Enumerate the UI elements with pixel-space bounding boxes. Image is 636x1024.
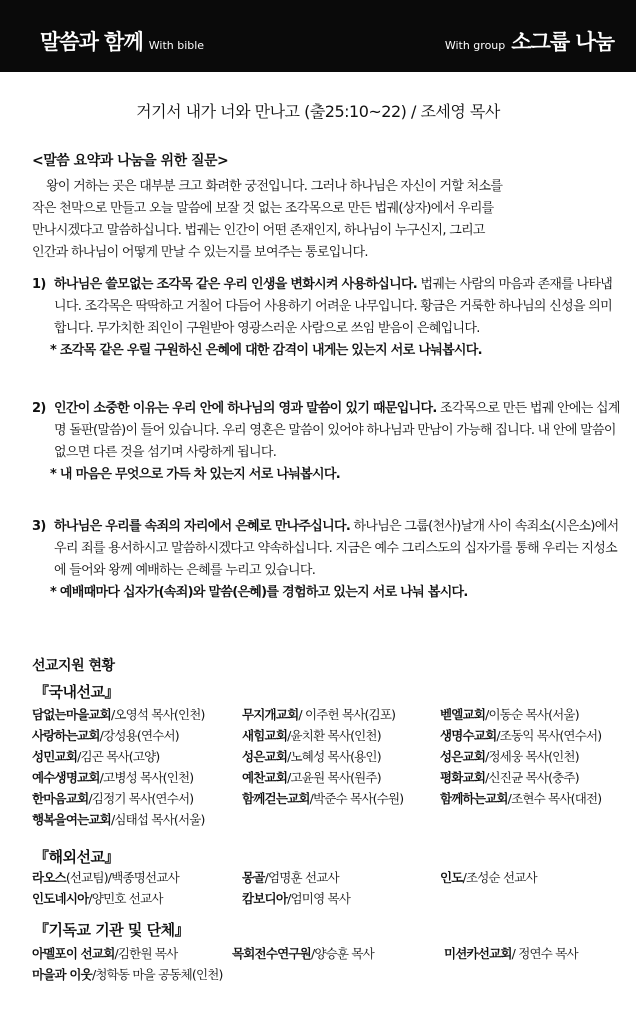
org-name: 라오스 xyxy=(32,870,66,885)
org-name: 몽골 xyxy=(242,870,265,885)
intro-paragraph xyxy=(32,176,612,264)
question-number: 1) xyxy=(32,277,46,292)
org-name: 예수생명교회 xyxy=(32,770,100,785)
question-lead: 하나님은 쓸모없는 조각목 같은 우리 인생을 변화시켜 사용하십니다. xyxy=(54,277,418,292)
intro-line: 왕이 거하는 곳은 대부분 크고 화려한 궁전입니다. 그러나 하나님은 자신이 거할 처소를 xyxy=(46,179,503,194)
org-name: 인도 xyxy=(440,870,463,885)
org-name: 성은교회 xyxy=(440,749,486,764)
overseas-mission-list xyxy=(32,868,632,910)
org-person: /엄미영 목사 xyxy=(287,891,351,906)
org-person: /오영석 목사(인천) xyxy=(110,707,205,722)
overseas-mission-title: 『해외선교』 xyxy=(34,848,119,866)
org-person: /양승훈 목사 xyxy=(310,946,374,961)
mission-row xyxy=(32,747,632,768)
header-left xyxy=(40,26,204,56)
mission-row xyxy=(32,965,632,986)
org-person: /김곤 목사(고양) xyxy=(77,749,160,764)
question-number: 2) xyxy=(32,401,46,416)
org-person: /고병성 목사(인천) xyxy=(99,770,194,785)
domestic-mission-list xyxy=(32,705,632,831)
org-name: 미션카선교회 xyxy=(444,946,512,961)
header-right-subtitle: With group xyxy=(444,39,506,52)
org-name: 인도네시아 xyxy=(32,891,89,906)
mission-row xyxy=(32,726,632,747)
org-person: /정세웅 목사(인천) xyxy=(485,749,579,764)
org-name: 담없는마을교회 xyxy=(32,707,111,722)
org-name: 목회전수연구원 xyxy=(232,946,311,961)
header-banner xyxy=(0,0,636,72)
org-name: 예찬교회 xyxy=(242,770,288,785)
org-name: 새힘교회 xyxy=(242,728,288,743)
header-right-title: 소그룹 나눔 xyxy=(511,30,614,54)
org-name: 평화교회 xyxy=(440,770,486,785)
org-name: 성민교회 xyxy=(32,749,78,764)
org-name: 벧엘교회 xyxy=(440,707,486,722)
org-person: /엄명훈 선교사 xyxy=(264,870,339,885)
mission-row xyxy=(32,944,632,965)
org-person: /신진균 목사(충주) xyxy=(485,770,579,785)
question-text: 법궤는 사람의 마음과 존재를 나타냅니다. 조각목은 딱딱하고 거칠어 다듬어 사용하기 어려운 나무입니다. 황금은 거룩한 하나님의 신성을 의미합니다. 무가치한 죄인이 구원받아 영광스러운 사람으로 쓰임 받음이 은혜입니다. xyxy=(54,277,613,336)
mission-row xyxy=(32,889,632,910)
mission-row xyxy=(32,705,632,726)
question-discussion: * 내 마음은 무엇으로 가득 차 있는지 서로 나눠봅시다. xyxy=(50,467,340,482)
org-person: /청학동 마을 공동체(인천) xyxy=(91,967,223,982)
org-name: 무지개교회 xyxy=(242,707,299,722)
org-name: 생명수교회 xyxy=(440,728,497,743)
question-2 xyxy=(32,398,622,486)
org-person: /심태섭 목사(서울) xyxy=(110,812,205,827)
question-discussion: * 예배때마다 십자가(속죄)와 말씀(은혜)를 경험하고 있는지 서로 나눠 봅시다. xyxy=(50,585,468,600)
org-person: /조현수 목사(대전) xyxy=(507,791,602,806)
mission-row xyxy=(32,789,632,810)
question-3 xyxy=(32,516,622,604)
org-person: /이동순 목사(서울) xyxy=(485,707,579,722)
org-name: 함께걷는교회 xyxy=(242,791,310,806)
org-person: /조성순 선교사 xyxy=(462,870,537,885)
intro-line: 작은 천막으로 만들고 오늘 말씀에 보잘 것 없는 조각목으로 만든 법궤(상자)에서 우리를 xyxy=(32,201,494,216)
domestic-mission-title: 『국내선교』 xyxy=(34,683,119,701)
org-name: 한마음교회 xyxy=(32,791,89,806)
org-person: /강성용(연수서) xyxy=(99,728,179,743)
org-person: /윤치환 목사(인천) xyxy=(287,728,381,743)
mission-support-title: 선교지원 현황 xyxy=(32,658,115,674)
org-person: /박준수 목사(수원) xyxy=(309,791,404,806)
question-text: 조각목으로 만든 법궤 안에는 십계명 돌판(말씀)이 들어 있습니다. 우리 영혼은 말씀이 있어야 하나님과 만남이 가능해 집니다. 내 안에 말씀이 없으면 다른 것을 섬기며 사랑하게 됩니다. xyxy=(54,401,620,460)
org-person: / 정연수 목사 xyxy=(511,946,578,961)
org-person: /고윤원 목사(원주) xyxy=(287,770,381,785)
org-name: 마을과 이웃 xyxy=(32,967,92,982)
question-text: 하나님은 그룹(천사)날개 사이 속죄소(시은소)에서 우리 죄를 용서하시고 말씀하시겠다고 약속하십니다. 지금은 예수 그리스도의 십자가를 통해 우리는 지성소에 들어와 왕께 예배하는 은혜를 누리고 있습니다. xyxy=(54,519,619,578)
org-name: 행복을여는교회 xyxy=(32,812,111,827)
question-1 xyxy=(32,274,622,362)
intro-line: 만나시겠다고 말씀하십니다. 법궤는 인간이 어떤 존재인지, 하나님이 누구신지, 그리고 xyxy=(32,223,485,238)
header-right xyxy=(445,26,614,56)
section-subheading: <말씀 요약과 나눔을 위한 질문> xyxy=(32,153,229,169)
org-person: /양민호 선교사 xyxy=(88,891,163,906)
mission-row xyxy=(32,868,632,889)
mission-row xyxy=(32,810,632,831)
question-lead: 인간이 소중한 이유는 우리 안에 하나님의 영과 말씀이 있기 때문입니다. xyxy=(54,401,437,416)
org-name: 아멜포이 선교회 xyxy=(32,946,115,961)
sermon-title: 거기서 내가 너와 만나고 (출25:10~22) / 조세영 목사 xyxy=(136,102,500,121)
org-name: 사랑하는교회 xyxy=(32,728,100,743)
org-name: 함께하는교회 xyxy=(440,791,508,806)
header-left-title: 말씀과 함께 xyxy=(40,30,143,54)
org-person: /노혜성 목사(용인) xyxy=(287,749,381,764)
org-person: /김정기 목사(연수서) xyxy=(88,791,194,806)
org-person: /조동익 목사(연수서) xyxy=(496,728,602,743)
org-name: 캄보디아 xyxy=(242,891,288,906)
mission-row xyxy=(32,768,632,789)
org-person: /김한원 목사 xyxy=(114,946,178,961)
org-person: (선교팀)/백종명선교사 xyxy=(65,870,179,885)
question-lead: 하나님은 우리를 속죄의 자리에서 은혜로 만나주십니다. xyxy=(54,519,351,534)
org-person: / 이주헌 목사(김포) xyxy=(298,707,396,722)
org-name: 성은교회 xyxy=(242,749,288,764)
question-discussion: * 조각목 같은 우릴 구원하신 은혜에 대한 감격이 내게는 있는지 서로 나눠봅시다. xyxy=(50,343,482,358)
intro-line: 인간과 하나님이 어떻게 만날 수 있는지를 보여주는 통로입니다. xyxy=(32,245,368,260)
header-left-subtitle: With bible xyxy=(148,39,205,52)
question-number: 3) xyxy=(32,519,46,534)
christian-org-list xyxy=(32,944,632,986)
christian-org-title: 『기독교 기관 및 단체』 xyxy=(34,921,190,939)
